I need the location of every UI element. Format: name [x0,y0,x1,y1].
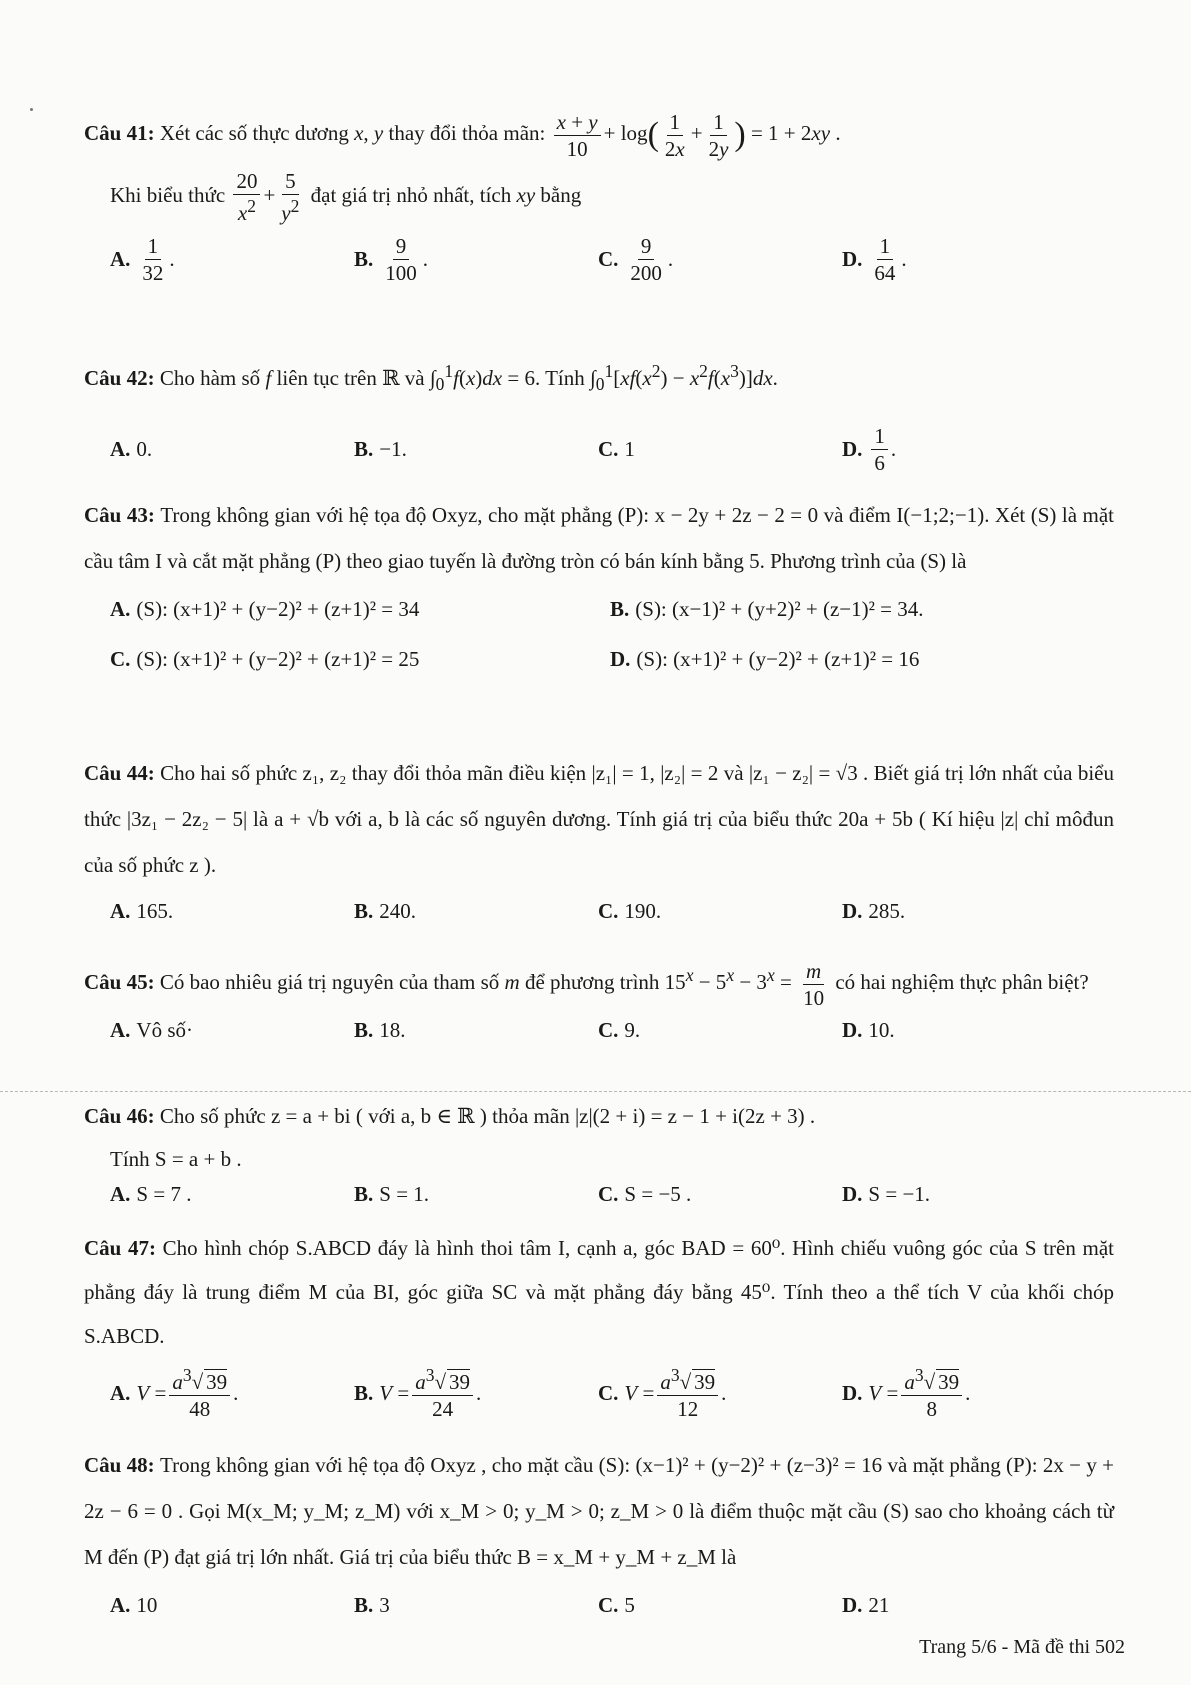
question-stem: Câu 43: Trong không gian với hệ tọa độ Oxyz, cho mặt phẳng (P): x − 2y + 2z − 2 = 0 và điểm I(−1;2;−1). Xét (S) là mặt cầu tâm I và cắt mặt phẳng (P) theo giao tuyến là đường tròn có bán kính bằng 5. Phương trình của (S) là [84,503,1115,573]
option-a[interactable]: A. V = $\frac{a^3√ 39}{48}$ . [110,1364,239,1421]
option-b[interactable]: B. (S): (x−1)² + (y+2)² + (z−1)² = 34. [610,596,924,621]
option-d[interactable]: D. 10. [842,1018,895,1043]
question-stem: Câu 46: Cho số phức z = a + bi ( với a, b ∈ ℝ ) thỏa mãn |z|(2 + i) = z − 1 + i(2z + 3) . [84,1104,816,1128]
option-b[interactable]: B. 18. [354,1018,406,1043]
option-a[interactable]: A. 165. [110,898,174,923]
question-stem-2: Tính S = a + b . [110,1147,242,1171]
options-row [84,1358,1114,1428]
question-41 [84,110,1114,288]
option-b[interactable]: B. V = $\frac{a^3√ 39}{24}$ . [354,1364,482,1421]
question-stem: Câu 48: Trong không gian với hệ tọa độ Oxyz , cho mặt cầu (S): (x−1)² + (y−2)² + (z−3)² = 16 và mặt phẳng (P): 2x − y + 2z − 6 = 0 . Gọi M(x_M; y_M; z_M) với x_M > 0; y_M > 0; z_M > 0 là điểm thuộc mặt cầu (S) sao cho khoảng cách từ M đến (P) đạt giá trị lớn nhất. Giá trị của biểu thức B = x_M + y_M + z_M là [84,1453,1114,1569]
options-row [84,634,1114,684]
option-c[interactable]: C. 1 [598,436,635,461]
options-row [84,232,1114,288]
option-b[interactable]: B. S = 1. [354,1181,430,1206]
options-row [84,1009,1114,1053]
page-divider [0,1091,1191,1092]
question-stem: Câu 42: Cho hàm số f liên tục trên ℝ và $\int_0^1f(x)dx = 6$. Tính $\int_0^1[xf(x^2) - x^2f(x^3)]dx$. [84,361,778,395]
question-stem: Câu 47: Cho hình chóp S.ABCD đáy là hình thoi tâm I, cạnh a, góc BAD = 60⁰. Hình chiếu vuông góc của S trên mặt phẳng đáy là trung điểm M của BI, góc giữa SC và mặt phẳng đáy bằng 45⁰. Tính theo a thể tích V của khối chóp S.ABCD. [84,1236,1114,1348]
option-d[interactable]: D. V = $\frac{a^3√ 39}{8}$ . [842,1364,971,1421]
scan-speck [30,108,33,111]
options-row [84,584,1114,634]
option-d[interactable]: D. 21 [842,1592,890,1617]
question-46 [84,1093,1114,1209]
option-c[interactable]: C. V = $\frac{a^3√ 39}{12}$ . [598,1364,727,1421]
question-42 [84,348,1114,477]
options-row [84,421,1114,477]
option-d[interactable]: D. $\frac{1}{6}$ . [842,423,897,475]
option-a[interactable]: A. 0. [110,436,153,461]
option-c[interactable]: C. 9. [598,1018,641,1043]
option-d[interactable]: D. (S): (x+1)² + (y−2)² + (z+1)² = 16 [610,646,920,671]
option-a[interactable]: A. $\frac{1}{32}$ . [110,234,175,286]
option-d[interactable]: D. S = −1. [842,1181,931,1206]
option-b[interactable]: B. $\frac{9}{100}$ . [354,234,429,286]
option-b[interactable]: B. 3 [354,1592,390,1617]
option-a[interactable]: A. (S): (x+1)² + (y−2)² + (z+1)² = 34 [110,596,420,621]
option-a[interactable]: A. S = 7 . [110,1181,192,1206]
question-stem: Câu 44: Cho hai số phức z₁, z₂ thay đổi thỏa mãn điều kiện |z₁| = 1, |z₂| = 2 và |z₁ − z₂| = √3 . Biết giá trị lớn nhất của biểu thức |3z₁ − 2z₂ − 5| là a + √b với a, b là các số nguyên dương. Tính giá trị của biểu thức 20a + 5b ( Kí hiệu |z| chỉ môđun của số phức z ). [84,761,1115,877]
option-c[interactable]: C. $\frac{9}{200}$ . [598,234,674,286]
question-43 [84,492,1114,684]
option-c[interactable]: C. 5 [598,1592,635,1617]
question-44 [84,750,1114,934]
question-47 [84,1226,1114,1428]
question-48 [84,1442,1114,1630]
option-a[interactable]: A. 10 [110,1592,158,1617]
options-row [84,1580,1114,1630]
option-d[interactable]: D. 285. [842,898,906,923]
options-row [84,888,1114,934]
page-footer: Trang 5/6 - Mã đề thi 502 [919,1636,1125,1658]
options-row [84,1179,1114,1209]
option-b[interactable]: B. 240. [354,898,417,923]
question-stem-2: Khi biểu thức $\frac{20}{x^2}$ + $\frac{5}{y^2}$ đạt giá trị nhỏ nhất, tích xy bằng [110,168,582,225]
question-stem: Câu 45: Có bao nhiêu giá trị nguyên của tham số m để phương trình $15^x - 5^x - 3^x$ = $\frac{m}{10}$ có hai nghiệm thực phân biệt? [84,958,1089,1010]
option-c[interactable]: C. S = −5 . [598,1181,692,1206]
option-b[interactable]: B. −1. [354,436,407,461]
option-d[interactable]: D. $\frac{1}{64}$ . [842,234,907,286]
question-stem: Câu 41: Xét các số thực dương x, y thay đổi thỏa mãn: $\frac{x + y}{10}$ + log( $\frac{1}{2x}$ + $\frac{1}{2y}$ ) = 1 + 2xy . [84,109,841,161]
option-c[interactable]: C. (S): (x+1)² + (y−2)² + (z+1)² = 25 [110,646,420,671]
option-a[interactable]: A. Vô số· [110,1018,194,1043]
question-45 [84,952,1114,1053]
option-c[interactable]: C. 190. [598,898,662,923]
